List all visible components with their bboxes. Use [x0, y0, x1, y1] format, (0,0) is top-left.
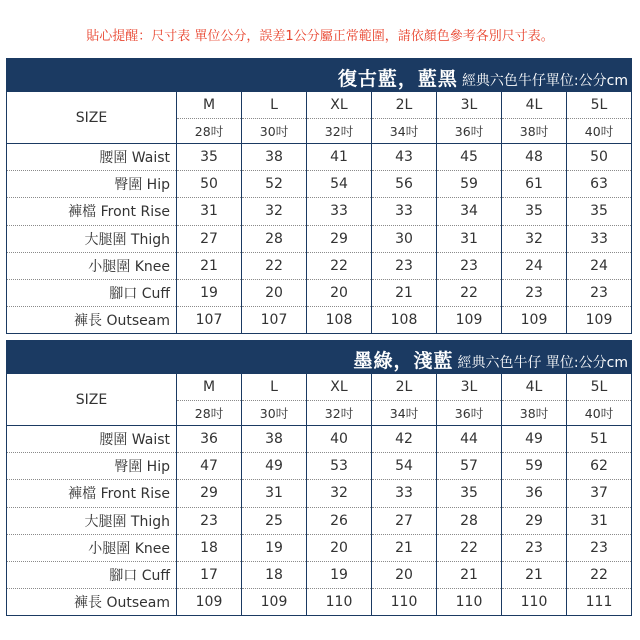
- measurement-value: 54: [307, 171, 372, 198]
- measurement-value: 35: [177, 144, 242, 171]
- measurement-value: 108: [307, 307, 372, 334]
- measurement-value: 110: [437, 589, 502, 616]
- measurement-value: 31: [437, 225, 502, 252]
- size-row: [7, 92, 632, 119]
- measurement-value: 110: [372, 589, 437, 616]
- measurement-value: 23: [437, 252, 502, 279]
- measurement-value: 24: [567, 252, 632, 279]
- measurement-value: 21: [372, 279, 437, 306]
- size-label: M: [177, 374, 242, 401]
- measurement-label: 腳口 Cuff: [7, 279, 177, 306]
- measurement-value: 33: [567, 225, 632, 252]
- measurement-value: 21: [177, 252, 242, 279]
- measurement-value: 25: [242, 507, 307, 534]
- measurement-value: 19: [177, 279, 242, 306]
- measurement-value: 21: [502, 561, 567, 588]
- measurement-value: 23: [567, 534, 632, 561]
- measurement-value: 20: [372, 561, 437, 588]
- measurement-value: 36: [177, 426, 242, 453]
- measurement-value: 19: [242, 534, 307, 561]
- measurement-row: [7, 480, 632, 507]
- measurement-value: 22: [437, 534, 502, 561]
- size-chart-1: [6, 58, 632, 334]
- measurement-value: 20: [242, 279, 307, 306]
- measurement-value: 59: [502, 453, 567, 480]
- measurement-value: 50: [177, 171, 242, 198]
- size-header: SIZE: [7, 374, 177, 426]
- measurement-value: 35: [567, 198, 632, 225]
- measurement-value: 62: [567, 453, 632, 480]
- size-label: 2L: [372, 92, 437, 119]
- measurement-value: 40: [307, 426, 372, 453]
- size-chart-2: [6, 340, 632, 616]
- title-description: 經典六色牛仔單位:公分cm: [461, 73, 628, 89]
- measurement-value: 107: [242, 307, 307, 334]
- measurement-label: 臀圍 Hip: [7, 453, 177, 480]
- measurement-value: 22: [242, 252, 307, 279]
- size-table: [6, 374, 632, 616]
- measurement-value: 33: [372, 198, 437, 225]
- size-label: XL: [307, 92, 372, 119]
- measurement-value: 110: [502, 589, 567, 616]
- measurement-value: 111: [567, 589, 632, 616]
- measurement-value: 110: [307, 589, 372, 616]
- size-header: SIZE: [7, 92, 177, 144]
- measurement-label: 腰圍 Waist: [7, 144, 177, 171]
- measurement-value: 17: [177, 561, 242, 588]
- measurement-value: 31: [242, 480, 307, 507]
- size-label: 3L: [437, 92, 502, 119]
- measurement-value: 37: [567, 480, 632, 507]
- measurement-label: 臀圍 Hip: [7, 171, 177, 198]
- measurement-value: 23: [567, 279, 632, 306]
- size-label: 2L: [372, 374, 437, 401]
- measurement-value: 49: [502, 426, 567, 453]
- measurement-value: 28: [242, 225, 307, 252]
- measurement-value: 109: [242, 589, 307, 616]
- inch-label: 40吋: [567, 401, 632, 426]
- measurement-value: 21: [372, 534, 437, 561]
- measurement-row: [7, 426, 632, 453]
- measurement-value: 24: [502, 252, 567, 279]
- measurement-label: 小腿圍 Knee: [7, 252, 177, 279]
- inch-label: 40吋: [567, 119, 632, 144]
- measurement-value: 27: [372, 507, 437, 534]
- measurement-value: 20: [307, 534, 372, 561]
- measurement-value: 27: [177, 225, 242, 252]
- measurement-value: 107: [177, 307, 242, 334]
- measurement-row: [7, 279, 632, 306]
- measurement-label: 大腿圍 Thigh: [7, 225, 177, 252]
- measurement-value: 47: [177, 453, 242, 480]
- size-label: XL: [307, 374, 372, 401]
- measurement-value: 21: [437, 561, 502, 588]
- measurement-row: [7, 534, 632, 561]
- size-label: 4L: [502, 92, 567, 119]
- measurement-value: 56: [372, 171, 437, 198]
- inch-label: 34吋: [372, 401, 437, 426]
- measurement-value: 43: [372, 144, 437, 171]
- inch-label: 28吋: [177, 401, 242, 426]
- measurement-value: 22: [567, 561, 632, 588]
- measurement-row: [7, 144, 632, 171]
- measurement-row: [7, 453, 632, 480]
- measurement-value: 38: [242, 426, 307, 453]
- measurement-value: 32: [502, 225, 567, 252]
- measurement-value: 49: [242, 453, 307, 480]
- measurement-value: 108: [372, 307, 437, 334]
- measurement-value: 42: [372, 426, 437, 453]
- size-chart-title: [338, 64, 628, 91]
- size-label: 3L: [437, 374, 502, 401]
- inch-label: 38吋: [502, 119, 567, 144]
- measurement-value: 53: [307, 453, 372, 480]
- measurement-value: 51: [567, 426, 632, 453]
- measurement-value: 31: [567, 507, 632, 534]
- title-colors: 墨綠，淺藍: [353, 350, 454, 372]
- measurement-row: [7, 252, 632, 279]
- inch-label: 34吋: [372, 119, 437, 144]
- measurement-value: 23: [177, 507, 242, 534]
- measurement-value: 41: [307, 144, 372, 171]
- measurement-label: 腰圍 Waist: [7, 426, 177, 453]
- measurement-label: 小腿圍 Knee: [7, 534, 177, 561]
- size-chart-header: [6, 58, 632, 92]
- size-label: 4L: [502, 374, 567, 401]
- measurement-value: 19: [307, 561, 372, 588]
- measurement-value: 23: [502, 534, 567, 561]
- measurement-row: [7, 507, 632, 534]
- measurement-value: 20: [307, 279, 372, 306]
- size-table: [6, 92, 632, 334]
- measurement-row: [7, 198, 632, 225]
- measurement-value: 45: [437, 144, 502, 171]
- measurement-value: 63: [567, 171, 632, 198]
- inch-label: 32吋: [307, 401, 372, 426]
- measurement-label: 腳口 Cuff: [7, 561, 177, 588]
- measurement-value: 109: [502, 307, 567, 334]
- measurement-value: 44: [437, 426, 502, 453]
- measurement-value: 33: [372, 480, 437, 507]
- size-chart-header: [6, 340, 632, 374]
- measurement-label: 褲長 Outseam: [74, 313, 170, 330]
- measurement-value: 50: [567, 144, 632, 171]
- title-description: 經典六色牛仔 單位:公分cm: [457, 355, 628, 371]
- measurement-value: 57: [437, 453, 502, 480]
- inch-label: 38吋: [502, 401, 567, 426]
- measurement-value: 36: [502, 480, 567, 507]
- measurement-value: 109: [437, 307, 502, 334]
- size-label: 5L: [567, 374, 632, 401]
- measurement-value: 35: [437, 480, 502, 507]
- size-chart-title: [353, 346, 628, 373]
- size-label: L: [242, 374, 307, 401]
- measurement-value: 22: [437, 279, 502, 306]
- measurement-value: 59: [437, 171, 502, 198]
- measurement-value: 109: [567, 307, 632, 334]
- measurement-label: 褲長 Outseam: [74, 595, 170, 612]
- measurement-value: 38: [242, 144, 307, 171]
- measurement-value: 18: [242, 561, 307, 588]
- measurement-value: 23: [372, 252, 437, 279]
- measurement-value: 32: [242, 198, 307, 225]
- inch-label: 30吋: [242, 401, 307, 426]
- measurement-value: 31: [177, 198, 242, 225]
- measurement-value: 26: [307, 507, 372, 534]
- size-row: [7, 374, 632, 401]
- measurement-value: 33: [307, 198, 372, 225]
- measurement-value: 52: [242, 171, 307, 198]
- measurement-row: [7, 225, 632, 252]
- measurement-value: 35: [502, 198, 567, 225]
- measurement-label: 褲檔 Front Rise: [7, 198, 177, 225]
- measurement-value: 22: [307, 252, 372, 279]
- inch-label: 30吋: [242, 119, 307, 144]
- measurement-value: 28: [437, 507, 502, 534]
- measurement-value: 109: [177, 589, 242, 616]
- measurement-label: 褲檔 Front Rise: [7, 480, 177, 507]
- size-label: L: [242, 92, 307, 119]
- size-label: 5L: [567, 92, 632, 119]
- measurement-value: 30: [372, 225, 437, 252]
- measurement-value: 29: [502, 507, 567, 534]
- measurement-label: 大腿圍 Thigh: [7, 507, 177, 534]
- size-label: M: [177, 92, 242, 119]
- inch-label: 32吋: [307, 119, 372, 144]
- measurement-value: 18: [177, 534, 242, 561]
- inch-label: 28吋: [177, 119, 242, 144]
- measurement-row: [7, 589, 632, 616]
- measurement-value: 61: [502, 171, 567, 198]
- inch-label: 36吋: [437, 401, 502, 426]
- measurement-value: 54: [372, 453, 437, 480]
- measurement-row: [7, 171, 632, 198]
- measurement-value: 23: [502, 279, 567, 306]
- inch-label: 36吋: [437, 119, 502, 144]
- measurement-value: 48: [502, 144, 567, 171]
- measurement-value: 34: [437, 198, 502, 225]
- measurement-row: [7, 561, 632, 588]
- measurement-value: 29: [307, 225, 372, 252]
- measurement-row: [7, 307, 632, 334]
- size-notice: 貼心提醒：尺寸表 單位公分，誤差1公分屬正常範圍，請依顏色參考各別尺寸表。: [86, 29, 554, 44]
- measurement-value: 29: [177, 480, 242, 507]
- title-colors: 復古藍，藍黑: [337, 68, 458, 90]
- measurement-value: 32: [307, 480, 372, 507]
